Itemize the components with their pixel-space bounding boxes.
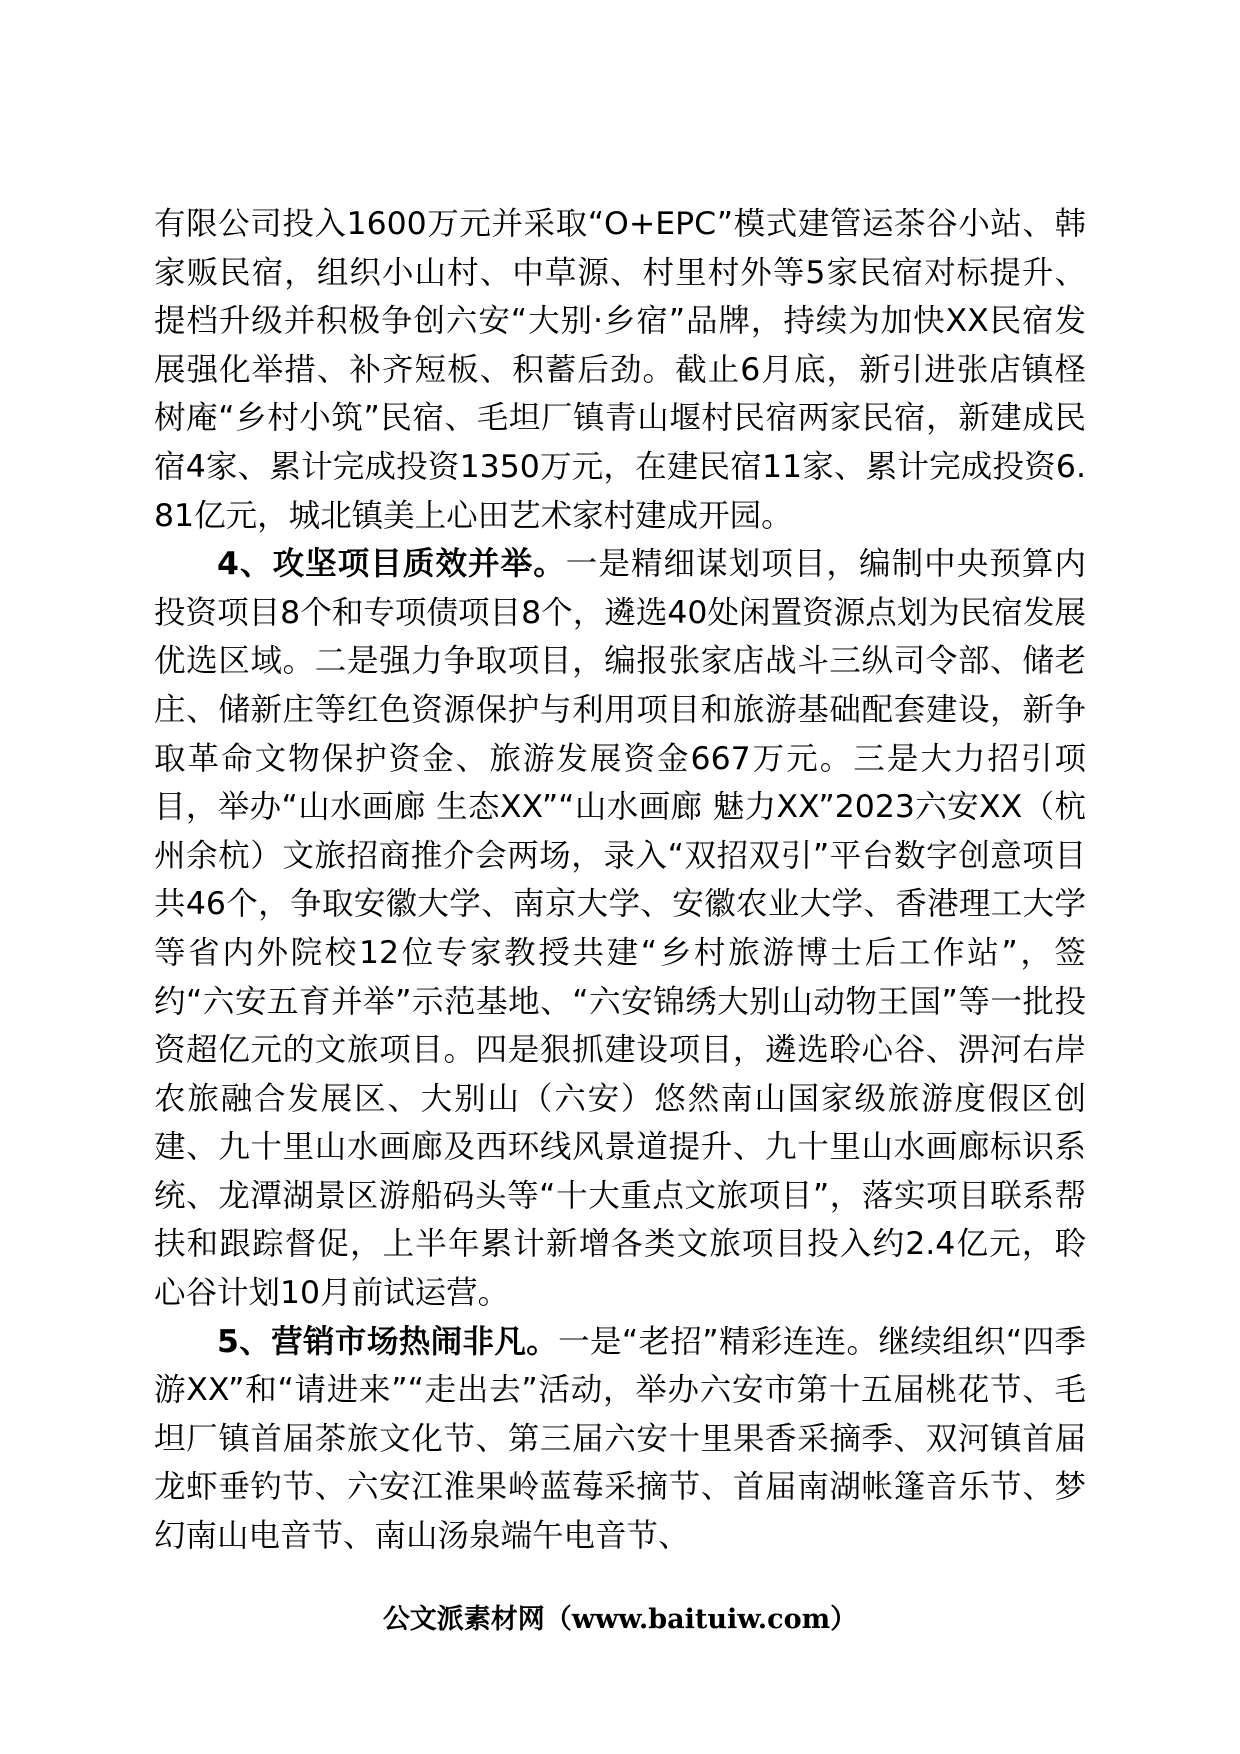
paragraph-section-5 [154, 1318, 1086, 1561]
page-footer-watermark: 公文派素材网（www.baituiw.com） [382, 1604, 858, 1635]
document-body [154, 200, 1086, 1561]
paragraph-section-4 [154, 540, 1086, 1318]
paragraph-continuation [154, 200, 1086, 540]
section-heading: 5、营销市场热闹非凡。 [217, 1323, 559, 1360]
paragraph-text: 一是“老招”精彩连连。继续组织“四季游XX”和“请进来”“走出去”活动，举办六安市第十五届桃花节、毛坦厂镇首届茶旅文化节、第三届六安十里果香采摘季、双河镇首届龙虾垂钓节、六安江淮果岭蓝莓采摘节、首届南湖帐篷音乐节、梦幻南山电音节、南山汤泉端午电音节、 [154, 1323, 1086, 1555]
paragraph-text: 一是精细谋划项目，编制中央预算内投资项目8个和专项债项目8个，遴选40处闲置资源点划为民宿发展优选区域。二是强力争取项目，编报张家店战斗三纵司令部、储老庄、储新庄等红色资源保护与利用项目和旅游基础配套建设，新争取革命文物保护资金、旅游发展资金667万元。三是大力招引项目，举办“山水画廊 生态XX”“山水画廊 魅力XX”2023六安XX（杭州余杭）文旅招商推介会两场，录入“双招双引”平台数字创意项目共46个，争取安徽大学、南京大学、安徽农业大学、香港理工大学等省内外院校12位专家教授共建“乡村旅游博士后工作站”，签约“六安五育并举”示范基地、“六安锦绣大别山动物王国”等一批投资超亿元的文旅项目。四是狠抓建设项目，遴选聆心谷、淠河右岸农旅融合发展区、大别山（六安）悠然南山国家级旅游度假区创建、九十里山水画廊及西环线风景道提升、九十里山水画廊标识系统、龙潭湖景区游船码头等“十大重点文旅项目”，落实项目联系帮扶和跟踪督促，上半年累计新增各类文旅项目投入约2.4亿元，聆心谷计划10月前试运营。 [154, 546, 1086, 1312]
section-heading: 4、攻坚项目质效并举。 [217, 546, 566, 583]
paragraph-text: 有限公司投入1600万元并采取“O+EPC”模式建管运茶谷小站、韩家贩民宿，组织小山村、中草源、村里村外等5家民宿对标提升、提档升级并积极争创六安“大别·乡宿”品牌，持续为加快XX民宿发展强化举措、补齐短板、积蓄后劲。截止6月底，新引进张店镇柽树庵“乡村小筑”民宿、毛坦厂镇青山堰村民宿两家民宿，新建成民宿4家、累计完成投资1350万元，在建民宿11家、累计完成投资6.81亿元，城北镇美上心田艺术家村建成开园。 [154, 206, 1086, 534]
